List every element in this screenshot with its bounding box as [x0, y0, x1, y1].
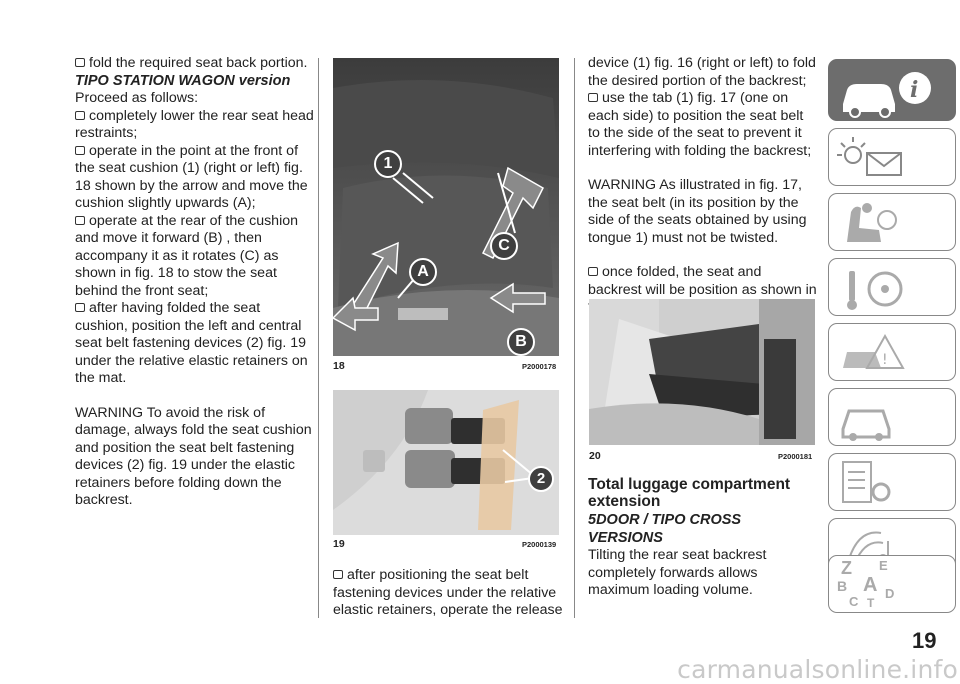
belt-buckles-illustration — [333, 390, 559, 535]
bullet-operate-front: operate in the point at the front of the seat cushion (1) (right or left) fig. 18 shown by the arrow and move the cushion slightly upwards (A); — [75, 142, 308, 211]
tab-key-wheel[interactable] — [828, 258, 956, 316]
tab-index[interactable] — [828, 555, 956, 613]
car-info-icon — [829, 60, 957, 122]
luggage-text: Tilting the rear seat backrest completely forwards allows maximum loading volume. — [588, 547, 767, 598]
callout-1: 1 — [374, 150, 402, 178]
bullet-box-icon — [75, 303, 85, 312]
figure-19-photo — [333, 390, 559, 535]
tab-seat-airbag[interactable] — [828, 193, 956, 251]
bullet-box-icon — [75, 146, 85, 155]
callout-2: 2 — [528, 466, 554, 492]
bullet-once-folded: once folded, the seat and backrest will be position as shown in — [588, 264, 817, 298]
figure-18-number: 18 — [333, 360, 345, 372]
tab-specs-gear[interactable] — [828, 453, 956, 511]
warning-text: WARNING To avoid the risk of damage, always fold the seat cushion and position the seat belt fastening devices (2) fig. 19 under the elastic retainers before folding down the backrest. — [75, 404, 312, 508]
bullet-box-icon — [75, 58, 85, 67]
middle-text — [333, 567, 568, 620]
svg-text:i: i — [910, 77, 919, 103]
bullet-fold-portion: fold the required seat back portion. — [75, 55, 315, 73]
callout-a: A — [409, 258, 437, 286]
bullet-position-belts: after having folded the seat cushion, position the left and central seat belt fastening devices (2) fig. 19 under the relative elastic retainers on the mat. — [75, 300, 308, 386]
column-divider — [574, 58, 575, 618]
page-number: 19 — [912, 628, 937, 653]
heading-5door-versions: 5DOOR / TIPO CROSS VERSIONS — [588, 512, 742, 546]
tab-lights-mail[interactable] — [828, 128, 956, 186]
index-letters-icon: Z E B A C D T — [837, 558, 895, 610]
figure-19-code: P2000139 — [522, 540, 557, 549]
heading-station-wagon: TIPO STATION WAGON version — [75, 72, 291, 89]
bullet-box-icon — [588, 267, 598, 276]
figure-18-code: P2000178 — [522, 362, 557, 371]
warning-car-icon — [829, 324, 957, 382]
figure-20-photo — [589, 299, 815, 445]
figure-20-number: 20 — [589, 450, 601, 462]
bullet-box-icon — [75, 111, 85, 120]
seat-cushion-illustration — [333, 58, 559, 356]
intro-text: Proceed as follows: — [75, 90, 199, 106]
bullet-box-icon — [75, 216, 85, 225]
figure-18-photo — [333, 58, 559, 356]
bullet-box-icon — [588, 93, 598, 102]
tab-car-service[interactable] — [828, 388, 956, 446]
folded-seat-illustration — [589, 299, 815, 445]
lights-mail-icon — [829, 129, 957, 187]
warning-twisted: WARNING As illustrated in fig. 17, the seat belt (in its position by the side of the seats obtained by using tongue 1) must not be twisted. — [588, 177, 807, 246]
car-service-icon — [829, 389, 957, 447]
luggage-section — [588, 476, 820, 600]
tab-warning-car[interactable] — [828, 323, 956, 381]
watermark-text: carmanualsonline.info — [677, 655, 958, 684]
heading-luggage-extension: Total luggage compartment extension — [588, 476, 791, 510]
key-wheel-icon — [829, 259, 957, 317]
callout-b: B — [507, 328, 535, 356]
figure-20-code: P2000181 — [778, 452, 813, 461]
bullet-release-device: after positioning the seat belt fastening devices under the relative elastic retainers, operate the release — [333, 567, 563, 618]
bullet-operate-rear: operate at the rear of the cushion and move it forward (B) , then accompany it as it rotates (C) as shown in fig. 18 to stow the seat behind the front seat; — [75, 212, 299, 299]
seat-airbag-icon — [829, 194, 957, 252]
svg-text:!: ! — [882, 352, 888, 368]
callout-c: C — [490, 232, 518, 260]
bullet-use-tab: use the tab (1) fig. 17 (one on each side) to position the seat belt to the side of the seat to prevent it interfering with folding the backrest; — [588, 90, 812, 159]
continued-text: device (1) fig. 16 (right or left) to fold the desired portion of the backrest; — [588, 55, 816, 89]
right-column — [588, 55, 818, 317]
figure-19-number: 19 — [333, 538, 345, 550]
bullet-box-icon — [333, 570, 343, 579]
left-column — [75, 55, 315, 510]
specs-gear-icon — [829, 454, 957, 512]
tab-car-info[interactable] — [828, 59, 956, 121]
column-divider — [318, 58, 319, 618]
bullet-lower-headrests: completely lower the rear seat head restraints; — [75, 107, 314, 141]
